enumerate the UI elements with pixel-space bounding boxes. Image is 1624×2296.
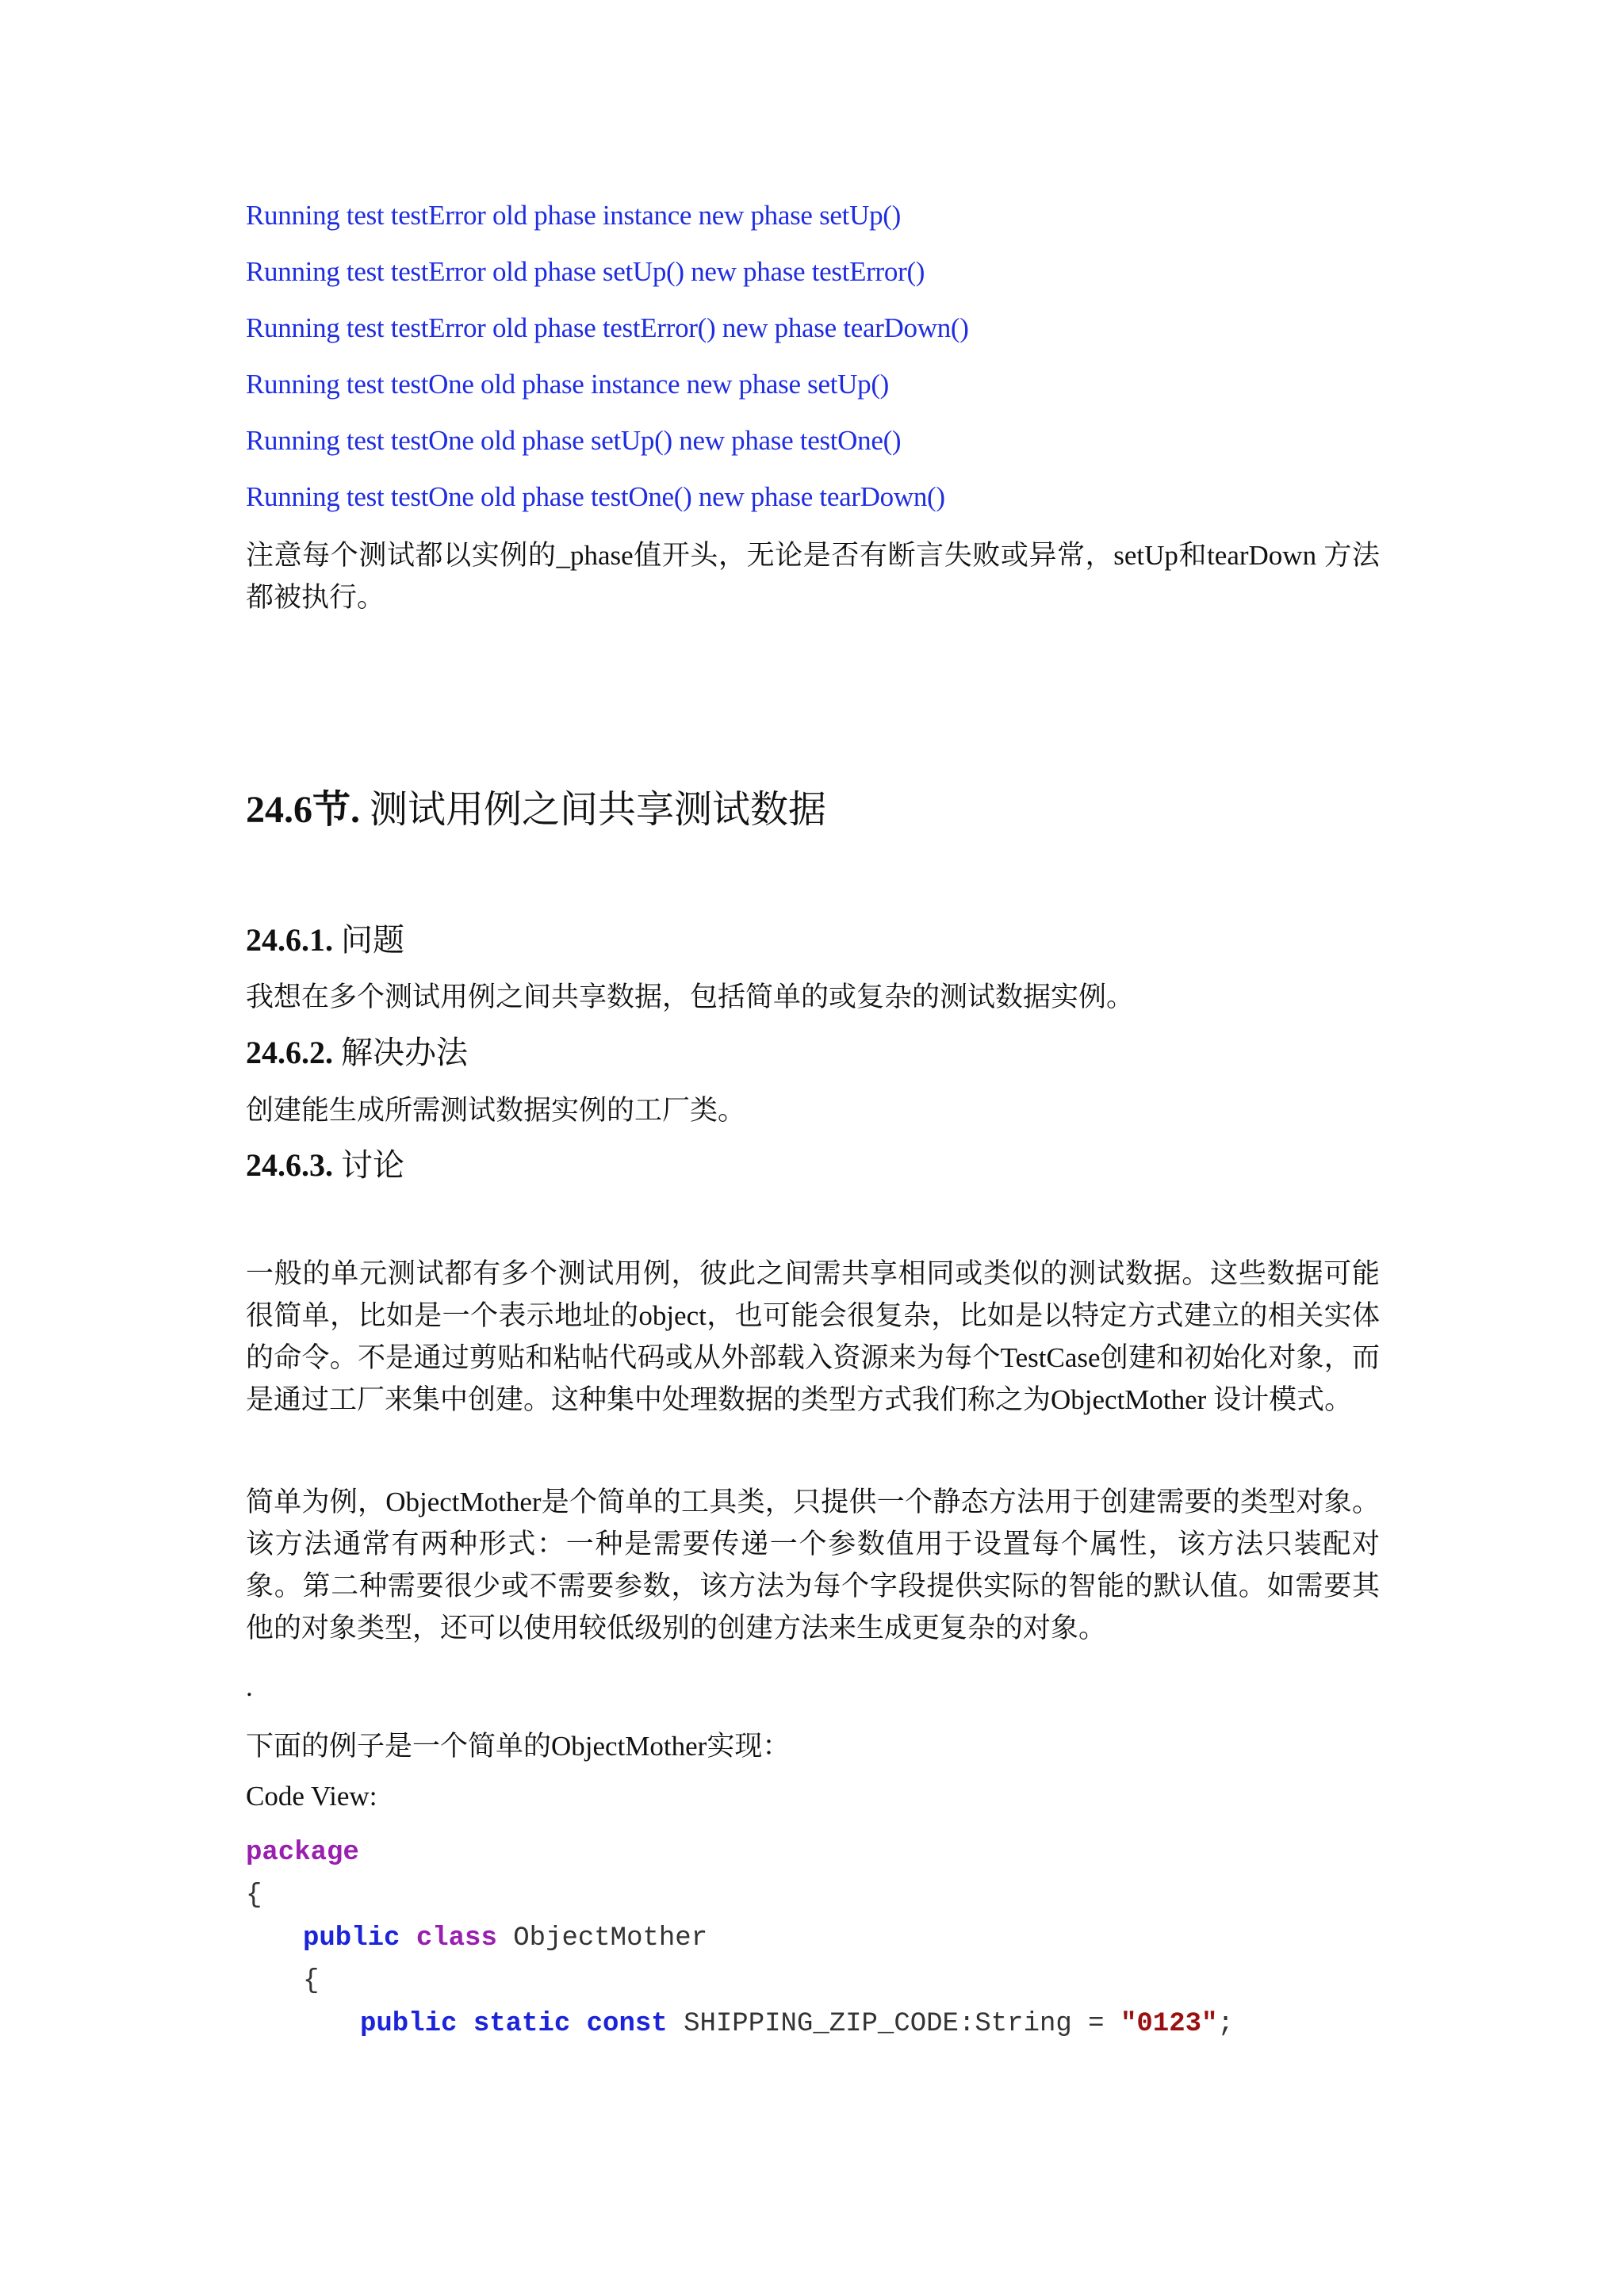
code-line-brace-2 xyxy=(303,1966,319,1996)
code-view-label: Code View: xyxy=(246,1781,377,1812)
section-number: 24.6节. xyxy=(246,789,361,831)
code-line-brace-1 xyxy=(246,1881,262,1911)
stray-dot: . xyxy=(246,1671,253,1702)
discussion-title: 讨论 xyxy=(341,1147,404,1183)
log-line: Running test testError old phase instance new phase setUp() xyxy=(246,200,901,231)
log-line: Running test testError old phase setUp() new phase testError() xyxy=(246,256,925,287)
note-paragraph: 注意每个测试都以实例的_phase值开头，无论是否有断言失败或异常，setUp和tearDown 方法都被执行。 xyxy=(246,540,1380,613)
problem-text: 我想在多个测试用例之间共享数据，包括简单的或复杂的测试数据实例。 xyxy=(246,982,1135,1012)
keyword-const: const xyxy=(586,2009,668,2039)
log-line: Running test testError old phase testError() new phase tearDown() xyxy=(246,312,969,343)
class-name: ObjectMother xyxy=(513,1923,708,1954)
discussion-number: 24.6.3. xyxy=(246,1147,333,1183)
section-title: 测试用例之间共享测试数据 xyxy=(370,789,827,831)
string-literal: "0123" xyxy=(1120,2009,1218,2039)
code-line-class-decl xyxy=(303,1923,707,1954)
code-semicolon: ; xyxy=(1217,2009,1234,2039)
discussion-paragraph-1: 一般的单元测试都有多个测试用例，彼此之间需共享相同或类似的测试数据。这些数据可能很简单，比如是一个表示地址的object，也可能会很复杂，比如是以特定方式建立的相关实体的命令。不是通过剪贴和粘帖代码或从外部载入资源来为每个TestCase创建和初始化对象，而是通过工厂来集中创建。这种集中处理数据的类型方式我们称之为ObjectMother 设计模式。 xyxy=(246,1258,1380,1415)
discussion-heading xyxy=(246,1140,404,1185)
log-line: Running test testOne old phase testOne() new phase tearDown() xyxy=(246,481,945,512)
keyword-package: package xyxy=(246,1838,359,1868)
problem-number: 24.6.1. xyxy=(246,922,333,958)
solution-heading xyxy=(246,1027,468,1073)
solution-title: 解决办法 xyxy=(341,1035,468,1070)
problem-title: 问题 xyxy=(341,922,404,958)
keyword-class: class xyxy=(416,1923,497,1954)
code-line-package xyxy=(246,1838,359,1868)
keyword-static: static xyxy=(473,2009,571,2039)
section-heading xyxy=(246,779,826,833)
discussion-paragraph-2: 简单为例，ObjectMother是个简单的工具类，只提供一个静态方法用于创建需要的类型对象。该方法通常有两种形式：一种是需要传递一个参数值用于设置每个属性，该方法只装配对象。第二种需要很少或不需要参数，该方法为每个字段提供实际的智能的默认值。如需要其他的对象类型，还可以使用较低级别的创建方法来生成更复杂的对象。 xyxy=(246,1487,1380,1644)
code-line-const-decl xyxy=(360,2009,1234,2039)
const-declaration: SHIPPING_ZIP_CODE:String = xyxy=(684,2009,1120,2039)
solution-number: 24.6.2. xyxy=(246,1035,333,1070)
example-intro: 下面的例子是一个简单的ObjectMother实现： xyxy=(246,1731,791,1762)
code-brace: { xyxy=(246,1881,262,1911)
keyword-public: public xyxy=(360,2009,458,2039)
log-line: Running test testOne old phase setUp() new phase testOne() xyxy=(246,425,902,456)
problem-heading xyxy=(246,915,404,960)
solution-text: 创建能生成所需测试数据实例的工厂类。 xyxy=(246,1095,746,1126)
code-brace: { xyxy=(303,1966,320,1996)
log-line: Running test testOne old phase instance new phase setUp() xyxy=(246,369,890,400)
keyword-public: public xyxy=(303,1923,400,1954)
